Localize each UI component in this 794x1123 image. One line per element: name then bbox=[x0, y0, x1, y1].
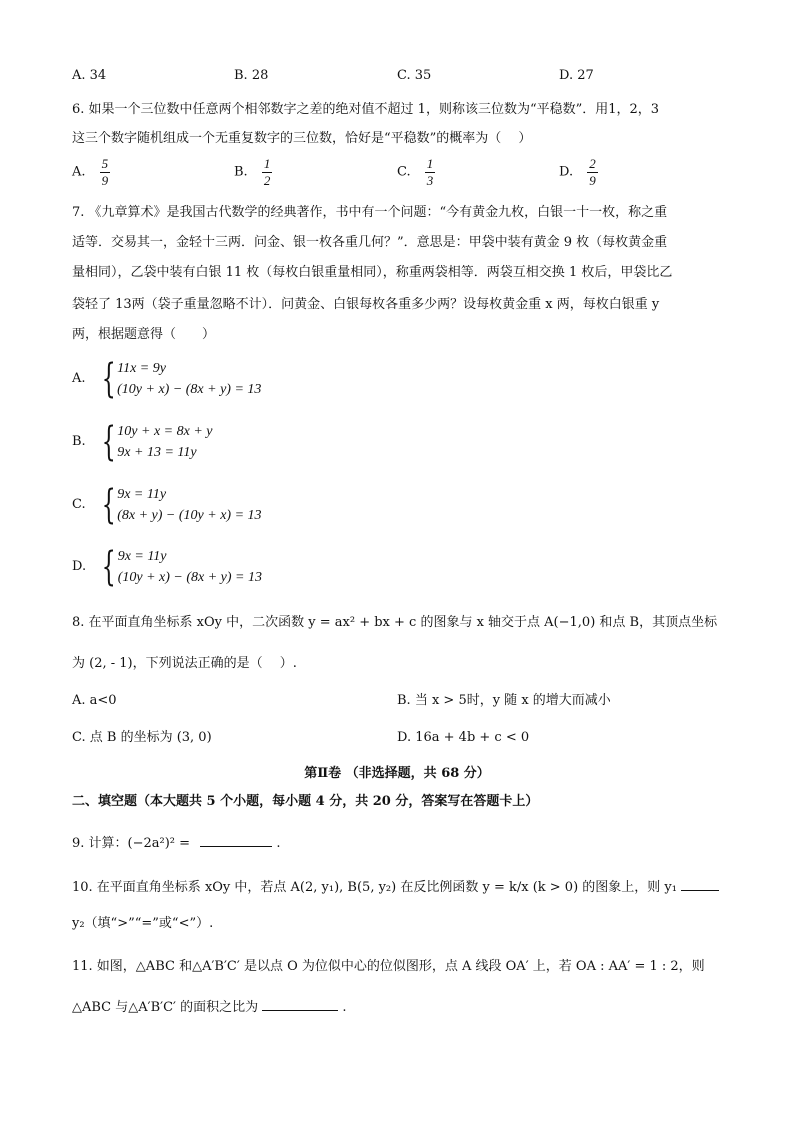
denominator: 9 bbox=[589, 173, 596, 188]
fraction bbox=[587, 156, 598, 189]
answer-blank[interactable] bbox=[681, 876, 719, 891]
option-label: C. bbox=[397, 164, 411, 180]
equation-2: (10y + x) − (8x + y) = 13 bbox=[117, 382, 262, 397]
q9-question bbox=[72, 832, 280, 853]
q7-stem-line1: 7. 《九章算术》是我国古代数学的经典著作，书中有一个问题：“今有黄金九枚，白银一十一枚，称之重 bbox=[72, 205, 668, 220]
q8-option-b: B. 当 x > 5时，y 随 x 的增大而减小 bbox=[397, 693, 611, 708]
q8-stem-line2: 为 (2, - 1)，下列说法正确的是（ ）. bbox=[72, 656, 297, 671]
equation-2: 9x + 13 = 11y bbox=[117, 445, 197, 460]
q10-text: 10. 在平面直角坐标系 xOy 中，若点 A(2, y₁), B(5, y₂) 在反比例函数 y = k/x (k > 0) 的图象上，则 y₁ bbox=[72, 880, 677, 895]
q8-option-d: D. 16a + 4b + c < 0 bbox=[397, 730, 530, 745]
q7-option-a bbox=[72, 358, 261, 400]
denominator: 2 bbox=[263, 173, 271, 188]
q7-stem-line5: 两，根据题意得（ ） bbox=[72, 327, 216, 342]
option-label: D. bbox=[559, 164, 574, 180]
q7-option-c bbox=[72, 484, 262, 526]
equation-1: 10y + x = 8x + y bbox=[117, 424, 213, 439]
fraction bbox=[425, 156, 436, 189]
option-label: B. bbox=[234, 164, 248, 180]
q6-stem-line1: 6. 如果一个三位数中任意两个相邻数字之差的绝对值不超过 1，则称该三位数为“平稳数”．用1，2，3 bbox=[72, 102, 660, 117]
option-label: A. bbox=[72, 164, 86, 180]
q10-stem-line2: y₂（填“>”“=”或“<”）. bbox=[72, 916, 214, 931]
q7-option-d bbox=[72, 546, 262, 588]
q8-option-c: C. 点 B 的坐标为 (3, 0) bbox=[72, 730, 212, 745]
q6-option-c bbox=[397, 156, 435, 189]
q5-option-d: D. 27 bbox=[559, 68, 594, 83]
equation-2: (10y + x) − (8x + y) = 13 bbox=[117, 570, 262, 585]
q11-period: . bbox=[342, 1000, 347, 1015]
equation-system bbox=[96, 358, 262, 400]
brace-icon: { bbox=[101, 356, 116, 402]
denominator: 9 bbox=[101, 173, 109, 188]
q6-stem-line2: 这三个数字随机组成一个无重复数字的三位数，恰好是“平稳数”的概率为（ ） bbox=[72, 131, 532, 146]
q5-option-c: C. 35 bbox=[397, 68, 432, 83]
part-title: 第Ⅱ卷 （非选择题，共 68 分） bbox=[304, 766, 490, 781]
numerator: 1 bbox=[263, 156, 271, 171]
equation-1: 9x = 11y bbox=[117, 487, 167, 502]
q10-stem-line1 bbox=[72, 876, 719, 897]
brace-icon: { bbox=[101, 482, 116, 528]
q11-text: △ABC 与△A′B′C′ 的面积之比为 bbox=[72, 1000, 259, 1015]
numerator: 2 bbox=[589, 156, 596, 171]
q5-option-b: B. 28 bbox=[234, 68, 269, 83]
q8-stem-line1: 8. 在平面直角坐标系 xOy 中，二次函数 y = ax² + bx + c 的图象与 x 轴交于点 A(−1,0) 和点 B，其顶点坐标 bbox=[72, 615, 718, 630]
answer-blank[interactable] bbox=[262, 996, 338, 1011]
brace-icon: { bbox=[101, 419, 116, 465]
section-title: 二、填空题（本大题共 5 个小题，每小题 4 分，共 20 分，答案写在答题卡上） bbox=[72, 794, 539, 809]
equation-system bbox=[96, 546, 262, 588]
answer-blank[interactable] bbox=[200, 832, 272, 847]
q8-option-a: A. a<0 bbox=[72, 693, 117, 708]
q11-stem-line1: 11. 如图，△ABC 和△A′B′C′ 是以点 O 为位似中心的位似图形，点 A 线段 OA′ 上，若 OA : AA′ = 1 : 2，则 bbox=[72, 959, 705, 974]
q7-option-b bbox=[72, 421, 212, 463]
option-label: D. bbox=[72, 559, 87, 574]
equation-1: 11x = 9y bbox=[117, 361, 166, 376]
numerator: 5 bbox=[101, 156, 109, 171]
denominator: 3 bbox=[426, 173, 434, 188]
q6-option-a bbox=[72, 156, 110, 189]
q5-option-a: A. 34 bbox=[72, 68, 107, 83]
q6-option-b bbox=[234, 156, 272, 189]
equation-1: 9x = 11y bbox=[117, 549, 167, 564]
fraction bbox=[100, 156, 111, 189]
q7-stem-line3: 量相同），乙袋中装有白银 11 枚（每枚白银重量相同），称重两袋相等．两袋互相交换 1 枚后，甲袋比乙 bbox=[72, 265, 673, 280]
numerator: 1 bbox=[426, 156, 434, 171]
equation-2: (8x + y) − (10y + x) = 13 bbox=[117, 508, 262, 523]
option-label: B. bbox=[72, 434, 86, 449]
q9-period: . bbox=[276, 836, 281, 851]
q11-stem-line2 bbox=[72, 996, 347, 1017]
q6-option-d bbox=[559, 156, 598, 189]
equation-system bbox=[96, 484, 262, 526]
equation-system bbox=[96, 421, 213, 463]
fraction bbox=[262, 156, 273, 189]
q7-stem-line2: 适等．交易其一，金轻十三两．问金、银一枚各重几何？”．意思是：甲袋中装有黄金 9 枚（每枚黄金重 bbox=[72, 235, 668, 250]
option-label: C. bbox=[72, 497, 86, 512]
option-label: A. bbox=[72, 371, 86, 386]
q7-stem-line4: 袋轻了 13两（袋子重量忽略不计）．问黄金、白银每枚各重多少两？设每枚黄金重 x 两，每枚白银重 y bbox=[72, 297, 660, 312]
q9-text: 9. 计算：(−2a²)² = bbox=[72, 836, 191, 851]
brace-icon: { bbox=[101, 544, 116, 590]
